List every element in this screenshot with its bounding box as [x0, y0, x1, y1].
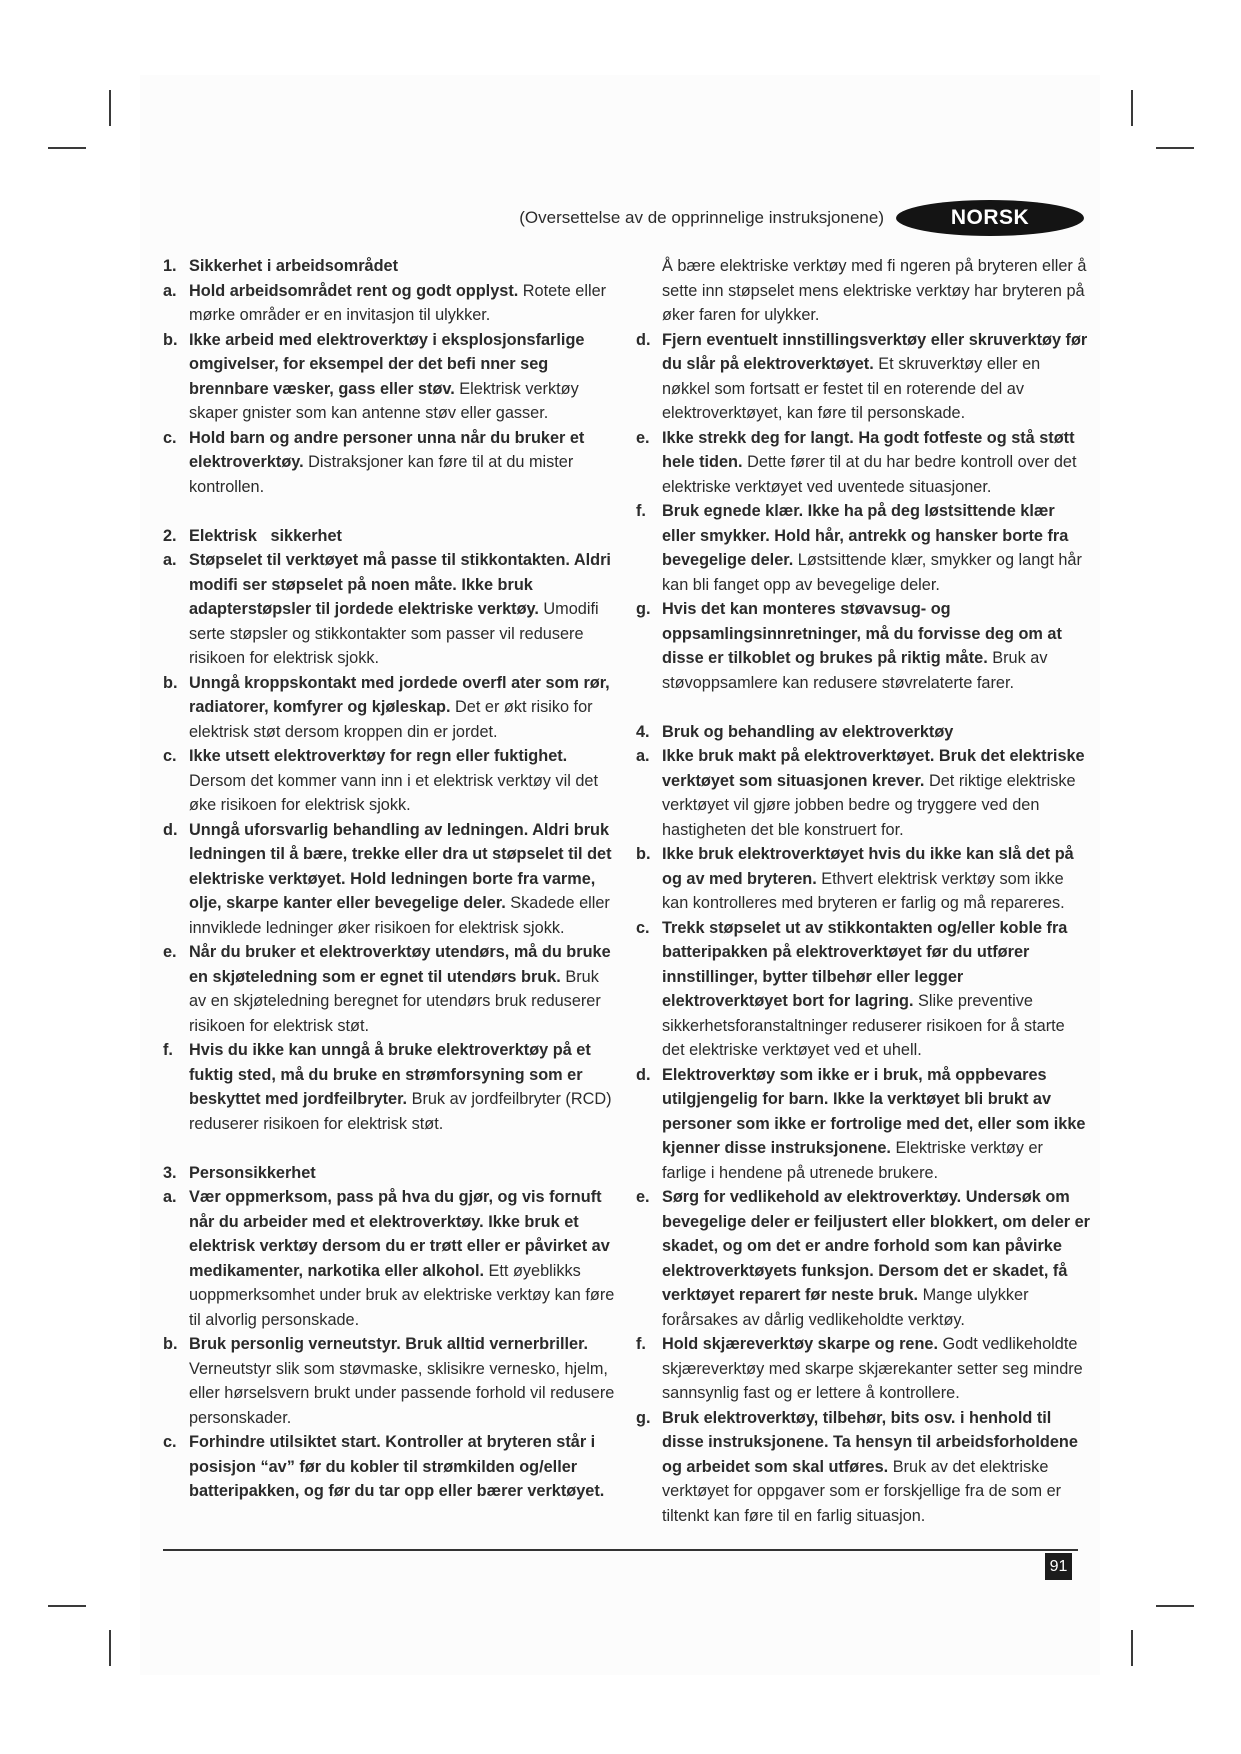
crop-mark-top-right-horizontal — [1156, 147, 1194, 149]
list-item: b. Bruk personlig verneutstyr. Bruk alltid vernerbriller. Verneutstyr slik som støvmaske, sklisikre vernesko, hjelm, eller hørselsvern brukt under passende forhold vil redusere personskader. — [163, 1335, 615, 1427]
list-item: f. Bruk egnede klær. Ikke ha på deg løstsittende klær eller smykker. Hold hår, antrekk og hansker borte fra bevegelige deler. Løstsittende klær, smykker og langt hår kan bli fanget opp av bevegelige deler. — [636, 502, 1082, 594]
section-personal-safety — [163, 1161, 615, 1504]
section-electrical-safety — [163, 524, 615, 1137]
section-title: 2. Elektrisk sikkerhet — [163, 526, 342, 545]
list-item: e. Ikke strekk deg for langt. Ha godt fotfeste og stå støtt hele tiden. Dette fører til at du har bedre kontroll over det elektriske verktøyet ved uventede situasjoner. — [636, 428, 1077, 496]
page-header — [500, 198, 1084, 238]
crop-mark-bottom-right-vertical — [1131, 1630, 1133, 1666]
list-item: c. Trekk støpselet ut av stikkontakten og/eller koble fra batteripakken på elektroverktøyet før du utfører innstillinger, bytter tilbehør eller legger elektroverktøyet bort for lagring. Slike preventive sikkerhetsforanstaltninger reduserer risikoen for å starte det elektriske verktøyet ved et uhell. — [636, 918, 1068, 1059]
continued-paragraph: Å bære elektriske verktøy med fi ngeren på bryteren eller å sette inn støpselet mens elektriske verktøy har bryteren på øker faren for ulykker. — [662, 257, 1087, 324]
translation-note: (Oversettelse av de opprinnelige instruksjonene) — [519, 208, 884, 227]
crop-mark-bottom-right-horizontal — [1156, 1605, 1194, 1607]
list-item: d. Fjern eventuelt innstillingsverktøy eller skruverktøy før du slår på elektroverktøyet. Et skruverktøy eller en nøkkel som fortsatt er festet til en roterende del av elektroverktøyet, kan føre til personskade. — [636, 330, 1088, 422]
list-item: e. Sørg for vedlikehold av elektroverktøy. Undersøk om bevegelige deler er feiljustert eller blokkert, om deler er skadet, og om det er andre forhold som kan påvirke elektroverktøyets funksjon. Dersom det er skadet, få verktøyet reparert før neste bruk. Mange ulykker forårsakes av dårlig vedlikeholdte verktøy. — [636, 1188, 1091, 1329]
list-item: a. Vær oppmerksom, pass på hva du gjør, og vis fornuft når du arbeider med et elektroverktøy. Ikke bruk et elektrisk verktøy dersom du er trøtt eller er påvirket av medikamenter, narkotika eller alkohol. Ett øyeblikks uoppmerksomhet under bruk av elektriske verktøy kan føre til alvorlig personskade. — [163, 1188, 615, 1329]
section-tool-use — [636, 720, 1091, 1529]
footer-divider — [163, 1549, 1078, 1551]
list-item: e. Når du bruker et elektroverktøy utendørs, må du bruke en skjøteledning som er egnet til utendørs bruk. Bruk av en skjøteledning beregnet for utendørs bruk reduserer risikoen for elektrisk støt. — [163, 943, 611, 1035]
page-number: 91 — [1045, 1553, 1072, 1580]
list-item: c. Forhindre utilsiktet start. Kontroller at bryteren står i posisjon “av” før du kobler til strømkilden og/eller batteripakken, og før du tar opp eller bærer verktøyet. — [163, 1433, 605, 1500]
crop-mark-top-left-horizontal — [48, 147, 86, 149]
crop-mark-top-left-vertical — [109, 90, 111, 126]
crop-mark-bottom-left-horizontal — [48, 1605, 86, 1607]
section-spacer — [636, 695, 1091, 720]
section-title: 1. Sikkerhet i arbeidsområdet — [163, 257, 399, 275]
list-item: c. Ikke utsett elektroverktøy for regn eller fuktighet. Dersom det kommer vann inn i et elektrisk verktøy vil det øke risikoen for elektrisk sjokk. — [163, 747, 598, 814]
list-item: f. Hvis du ikke kan unngå å bruke elektroverktøy på et fuktig sted, må du bruke en strømforsyning som er beskyttet med jordfeilbryter. Bruk av jordfeilbryter (RCD) reduserer risikoen for elektrisk støt. — [163, 1041, 612, 1133]
list-item: g. Bruk elektroverktøy, tilbehør, bits osv. i henhold til disse instruksjonene. Ta hensyn til arbeidsforholdene og arbeidet som skal utføres. Bruk av det elektriske verktøyet for oppgaver som er forskjellige fra de som er tiltenkt kan føre til en farlig situasjon. — [636, 1408, 1078, 1525]
list-item: c. Hold barn og andre personer unna når du bruker et elektroverktøy. Distraksjoner kan føre til at du mister kontrollen. — [163, 428, 585, 496]
section-title: 4. Bruk og behandling av elektroverktøy — [636, 722, 954, 741]
list-item: a. Hold arbeidsområdet rent og godt opplyst. Rotete eller mørke områder er en invitasjon til ulykker. — [163, 281, 607, 324]
list-item: d. Elektroverktøy som ikke er i bruk, må oppbevares utilgjengelig for barn. Ikke la verktøyet bli brukt av personer som ikke er fortrolige med det, eller som ikke kjenner disse instruksjonene. Elektriske verktøy er farlige i hendene på utrenede brukere. — [636, 1065, 1086, 1182]
list-item: b. Ikke arbeid med elektroverktøy i eksplosjonsfarlige omgivelser, for eksempel der det befi nner seg brennbare væsker, gass eller støv. Elektrisk verktøy skaper gnister som kan antenne støv eller gasser. — [163, 330, 585, 422]
crop-mark-top-right-vertical — [1131, 90, 1133, 126]
list-item: f. Hold skjæreverktøy skarpe og rene. Godt vedlikeholdte skjæreverktøy med skarpe skjærekanter setter seg mindre sannsynlig fast og er lettere å kontrollere. — [636, 1335, 1083, 1402]
list-item: a. Støpselet til verktøyet må passe til stikkontakten. Aldri modifi ser støpselet på noen måte. Ikke bruk adapterstøpsler til jordede elektriske verktøy. Umodifi serte støpsler og stikkontakter som passer vil redusere risikoen for elektrisk sjokk. — [163, 551, 611, 667]
crop-mark-bottom-left-vertical — [109, 1630, 111, 1666]
list-item: b. Unngå kroppskontakt med jordede overfl ater som rør, radiatorer, komfyrer og kjøleskap. Det er økt risiko for elektrisk støt dersom kroppen din er jordet. — [163, 673, 610, 741]
list-item: d. Unngå uforsvarlig behandling av ledningen. Aldri bruk ledningen til å bære, trekke eller dra ut støpselet til det elektriske verktøyet. Hold ledningen borte fra varme, olje, skarpe kanter eller bevegelige deler. Skadede eller innviklede ledninger øker risikoen for elektrisk sjokk. — [163, 820, 612, 937]
list-item: g. Hvis det kan monteres støvavsug- og oppsamlingsinnretninger, må du forvisse deg om at disse er tilkoblet og brukes på riktig måte. Bruk av støvoppsamlere kan redusere støvrelaterte farer. — [636, 600, 1062, 692]
left-column — [163, 254, 615, 1504]
language-badge: NORSK — [896, 200, 1084, 236]
right-column — [636, 254, 1091, 1528]
list-item: a. Ikke bruk makt på elektroverktøyet. Bruk det elektriske verktøyet som situasjonen krever. Det riktige elektriske verktøyet vil gjøre jobben bedre og tryggere ved den hastigheten det ble konstruert for. — [636, 747, 1085, 839]
list-item: b. Ikke bruk elektroverktøyet hvis du ikke kan slå det på og av med bryteren. Ethvert elektrisk verktøy som ikke kan kontrolleres med bryteren er farlig og må repareres. — [636, 845, 1074, 912]
section-title: 3. Personsikkerhet — [163, 1163, 316, 1182]
section-work-area — [163, 254, 615, 499]
